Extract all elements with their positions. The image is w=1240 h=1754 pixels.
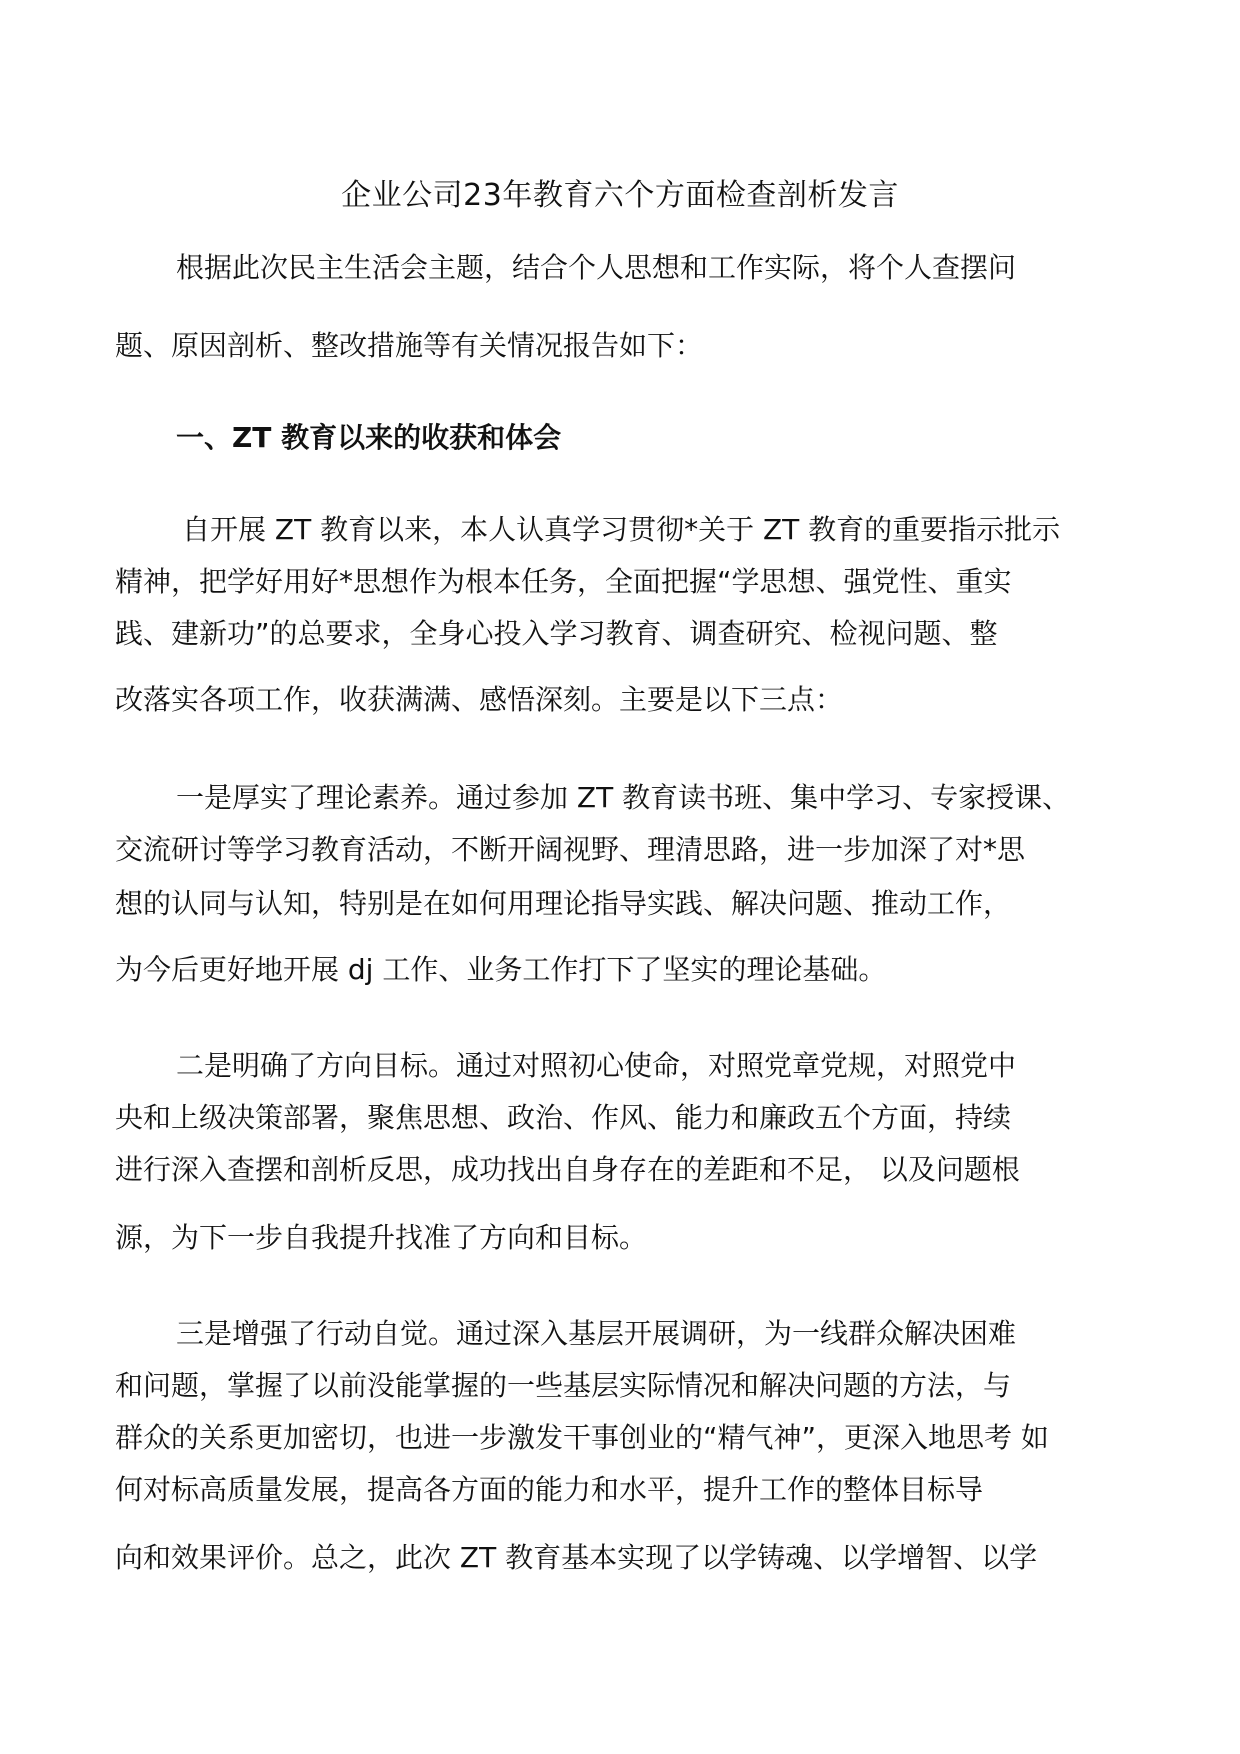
intro-line-2: 题、原因剖析、整改措施等有关情况报告如下： [115,329,704,362]
point-3-line-4: 何对标高质量发展，提高各方面的能力和水平，提升工作的整体目标导 [115,1473,984,1506]
document-title: 企业公司23年教育六个方面检查剖析发言 [341,178,899,213]
point-3-line-3: 群众的关系更加密切，也进一步激发干事创业的“精气神”，更深入地思考 如 [115,1421,1049,1454]
point-1-line-3: 想的认同与认知，特别是在如何用理论指导实践、解决问题、推动工作， [115,887,1012,920]
paragraph-1-line-2: 精神，把学好用好*思想作为根本任务，全面把握“学思想、强党性、重实 [115,565,1012,598]
point-2-line-1: 二是明确了方向目标。通过对照初心使命，对照党章党规，对照党中 [176,1049,1017,1082]
point-3-line-2: 和问题，掌握了以前没能掌握的一些基层实际情况和解决问题的方法，与 [115,1369,1012,1402]
paragraph-1-line-3: 践、建新功”的总要求，全身心投入学习教育、调查研究、检视问题、整 [115,617,998,650]
point-1-line-4: 为今后更好地开展 dj 工作、业务工作打下了坚实的理论基础。 [115,953,887,986]
paragraph-1-line-4: 改落实各项工作，收获满满、感悟深刻。主要是以下三点： [115,683,844,716]
point-1-line-2: 交流研讨等学习教育活动，不断开阔视野、理清思路，进一步加深了对*思 [115,833,1026,866]
point-2-line-2: 央和上级决策部署，聚焦思想、政治、作风、能力和廉政五个方面，持续 [115,1101,1012,1134]
paragraph-1-line-1: 自开展 ZT 教育以来，本人认真学习贯彻*关于 ZT 教育的重要指示批示 [182,513,1061,546]
intro-line-1: 根据此次民主生活会主题，结合个人思想和工作实际，将个人查摆问 [176,251,1017,284]
point-3-line-1: 三是增强了行动自觉。通过深入基层开展调研，为一线群众解决困难 [176,1317,1017,1350]
point-3-line-5: 向和效果评价。总之，此次 ZT 教育基本实现了以学铸魂、以学增智、以学 [115,1541,1038,1574]
point-2-line-4: 源，为下一步自我提升找准了方向和目标。 [115,1221,648,1254]
point-2-line-3: 进行深入查摆和剖析反思，成功找出自身存在的差距和不足， 以及问题根 [115,1153,1020,1186]
section-heading-1: 一、ZT 教育以来的收获和体会 [176,421,562,454]
point-1-line-1: 一是厚实了理论素养。通过参加 ZT 教育读书班、集中学习、专家授课、 [176,781,1071,814]
